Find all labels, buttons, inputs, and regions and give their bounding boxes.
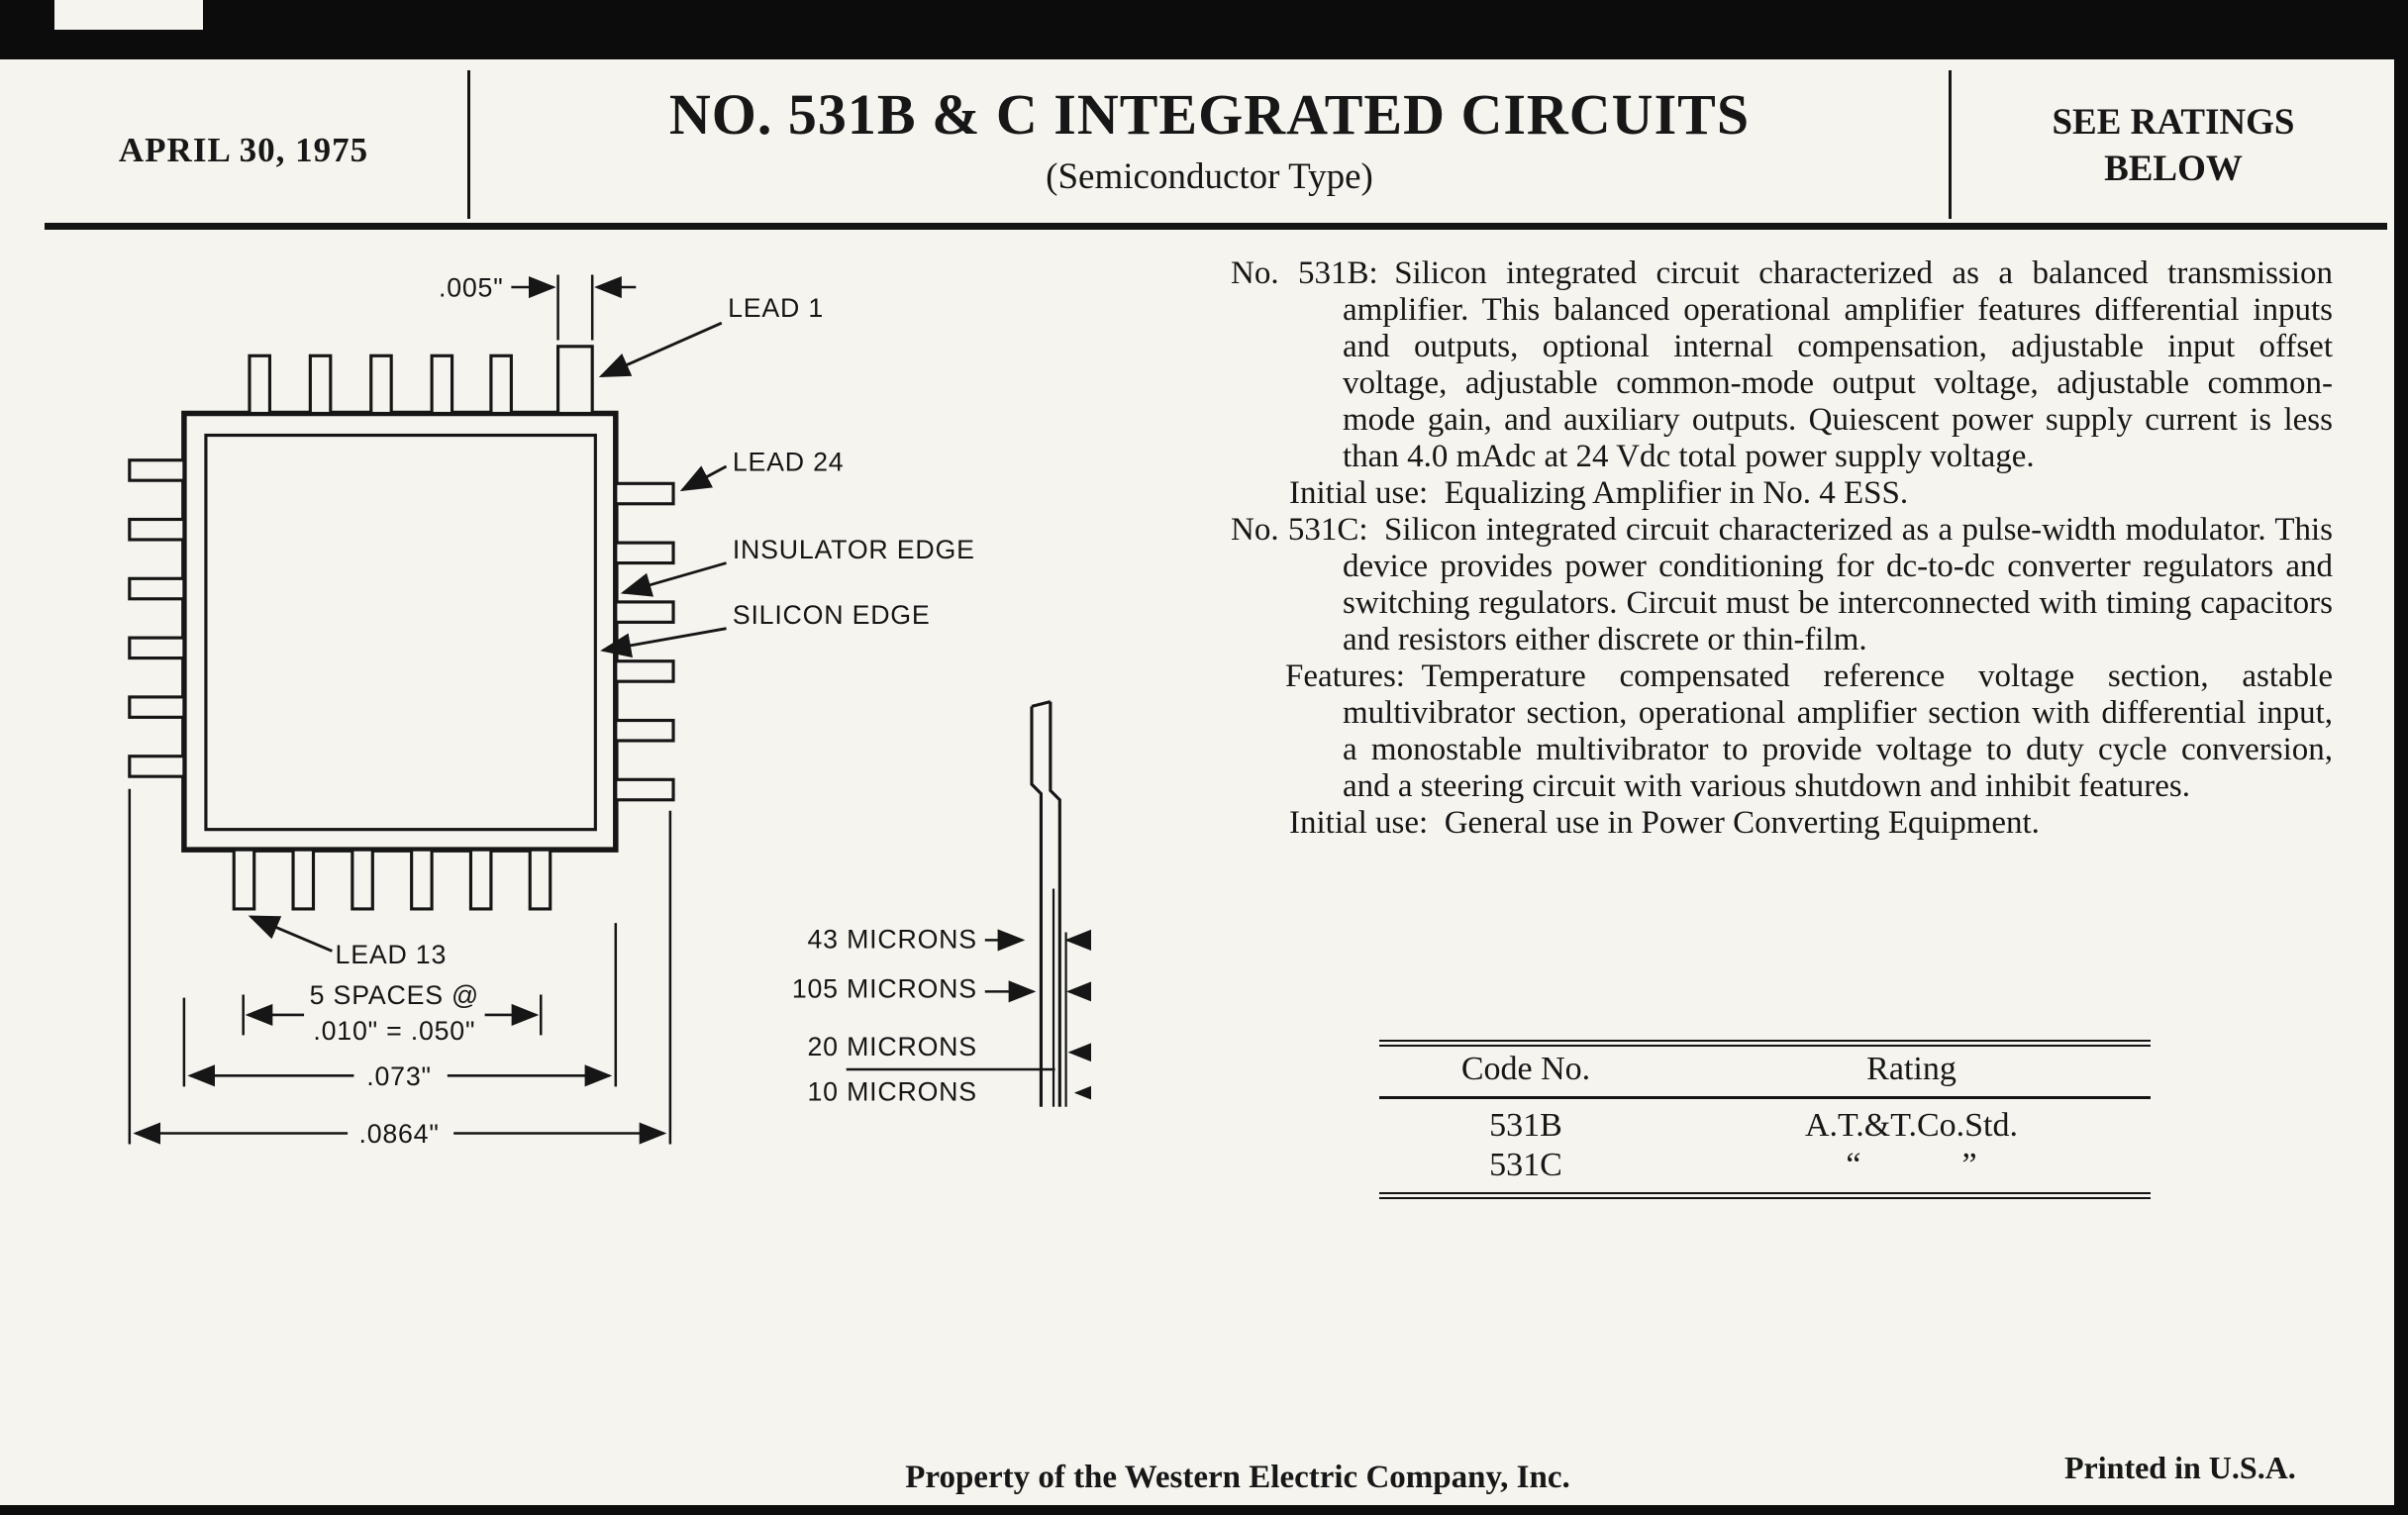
title-block: [470, 81, 1949, 198]
insulator-edge-callout: [624, 535, 975, 593]
paragraph-features: [1231, 658, 2333, 805]
initial-use-531b: [1231, 475, 2333, 512]
item-531c-text: Silicon integrated circuit characterized as a pulse-width modulator. This device provides power conditioning for dc-to-dc converter regulators and switching regulators. Circuit must be interconnected with timing capacitors and resistors either discrete or thin-film.: [1343, 512, 2333, 657]
lead-1-pad: [558, 347, 593, 414]
bottom-leads: [234, 850, 550, 909]
ratings-table-header-row: [1379, 1044, 2151, 1098]
lead-1-callout: [602, 293, 824, 376]
top-leads: [250, 347, 592, 414]
ratings-header-code: Code No.: [1379, 1044, 1672, 1098]
rating-531b: A.T.&T.Co.Std.: [1804, 1107, 2019, 1144]
dim-0864-label: .0864": [358, 1118, 440, 1149]
paragraph-531c: [1231, 512, 2333, 658]
see-ratings-line1: SEE RATINGS: [2052, 102, 2295, 143]
chip-top-view: [184, 414, 616, 851]
dim-073-label: .073": [366, 1060, 432, 1091]
lead-13-label: LEAD 13: [335, 940, 448, 970]
features-text: Temperature compensated reference voltage section, astable multivibrator section, operational amplifier section with differential input, a monostable multivibrator to provide voltage to duty cycle conversion, and a steering circuit with various shutdown and inhibit features.: [1343, 658, 2333, 804]
code-531b: 531B: [1489, 1107, 1562, 1144]
initial-use-531b-label: Initial use:: [1289, 475, 1429, 511]
insulator-edge-label: INSULATOR EDGE: [732, 534, 975, 564]
initial-use-531c-label: Initial use:: [1289, 805, 1429, 841]
item-531c-label: No. 531C:: [1231, 512, 1368, 548]
dimension-5-spaces: [244, 980, 542, 1046]
chip-cross-section: [792, 702, 1091, 1107]
spaces-label-line1: 5 SPACES @: [309, 979, 479, 1010]
header-rule: [45, 223, 2387, 230]
printed-in-notice: Printed in U.S.A.: [2064, 1450, 2296, 1485]
page-title: NO. 531B & C INTEGRATED CIRCUITS: [668, 82, 1751, 147]
see-ratings-note: [1953, 99, 2394, 192]
description-column: [1231, 255, 2333, 842]
microns-43-label: 43 MICRONS: [807, 924, 977, 955]
issue-date: APRIL 30, 1975: [118, 131, 369, 169]
item-531b-text: Silicon integrated circuit characterized as a balanced transmission amplifier. This balanced operational amplifier features differential inputs and outputs, optional internal compensation, adjustable input offset voltage, adjustable common-mode output voltage, adjustable common-mode gain, and auxiliary outputs. Quiescent power supply current is less than 4.0 mAdc at 24 Vdc total power supply voltage.: [1343, 255, 2334, 474]
spaces-label-line2: .010" = .050": [313, 1016, 476, 1047]
microns-10-label: 10 MICRONS: [807, 1076, 977, 1107]
ic-package-diagram: [117, 265, 1091, 1154]
initial-use-531c: [1231, 805, 2333, 842]
property-notice: Property of the Western Electric Company, Inc.: [905, 1460, 1570, 1495]
lead-13-callout: [251, 917, 448, 969]
table-row: [1379, 1098, 2151, 1147]
table-row: [1379, 1146, 2151, 1196]
microns-20-label: 20 MICRONS: [807, 1031, 977, 1061]
insulator-outline: [184, 414, 616, 851]
scan-artifact-notch: [54, 0, 203, 30]
see-ratings-line2: BELOW: [2104, 149, 2243, 189]
left-leads: [130, 460, 184, 776]
dim-005-label: .005": [438, 272, 504, 303]
silicon-edge-label: SILICON EDGE: [732, 599, 931, 630]
dimension-005: [439, 272, 636, 340]
rating-531c: “ ”: [1846, 1147, 1977, 1183]
ratings-table: [1379, 1040, 2151, 1199]
lead-24-callout: [682, 448, 844, 490]
initial-use-531b-text: Equalizing Amplifier in No. 4 ESS.: [1444, 475, 1909, 511]
lead-1-label: LEAD 1: [728, 292, 825, 323]
page-subtitle: (Semiconductor Type): [1046, 156, 1373, 197]
document-page: [0, 59, 2394, 1505]
features-label: Features:: [1285, 658, 1405, 694]
code-531c: 531C: [1489, 1147, 1562, 1183]
ratings-header-rating: Rating: [1672, 1044, 2151, 1098]
initial-use-531c-text: General use in Power Converting Equipment.: [1444, 805, 2040, 841]
paragraph-531b: [1231, 255, 2333, 475]
silicon-outline: [206, 436, 595, 830]
item-531b-label: No. 531B:: [1231, 255, 1378, 291]
lead-24-label: LEAD 24: [732, 447, 845, 477]
microns-105-label: 105 MICRONS: [791, 973, 977, 1004]
header-divider-right: [1949, 70, 1952, 219]
